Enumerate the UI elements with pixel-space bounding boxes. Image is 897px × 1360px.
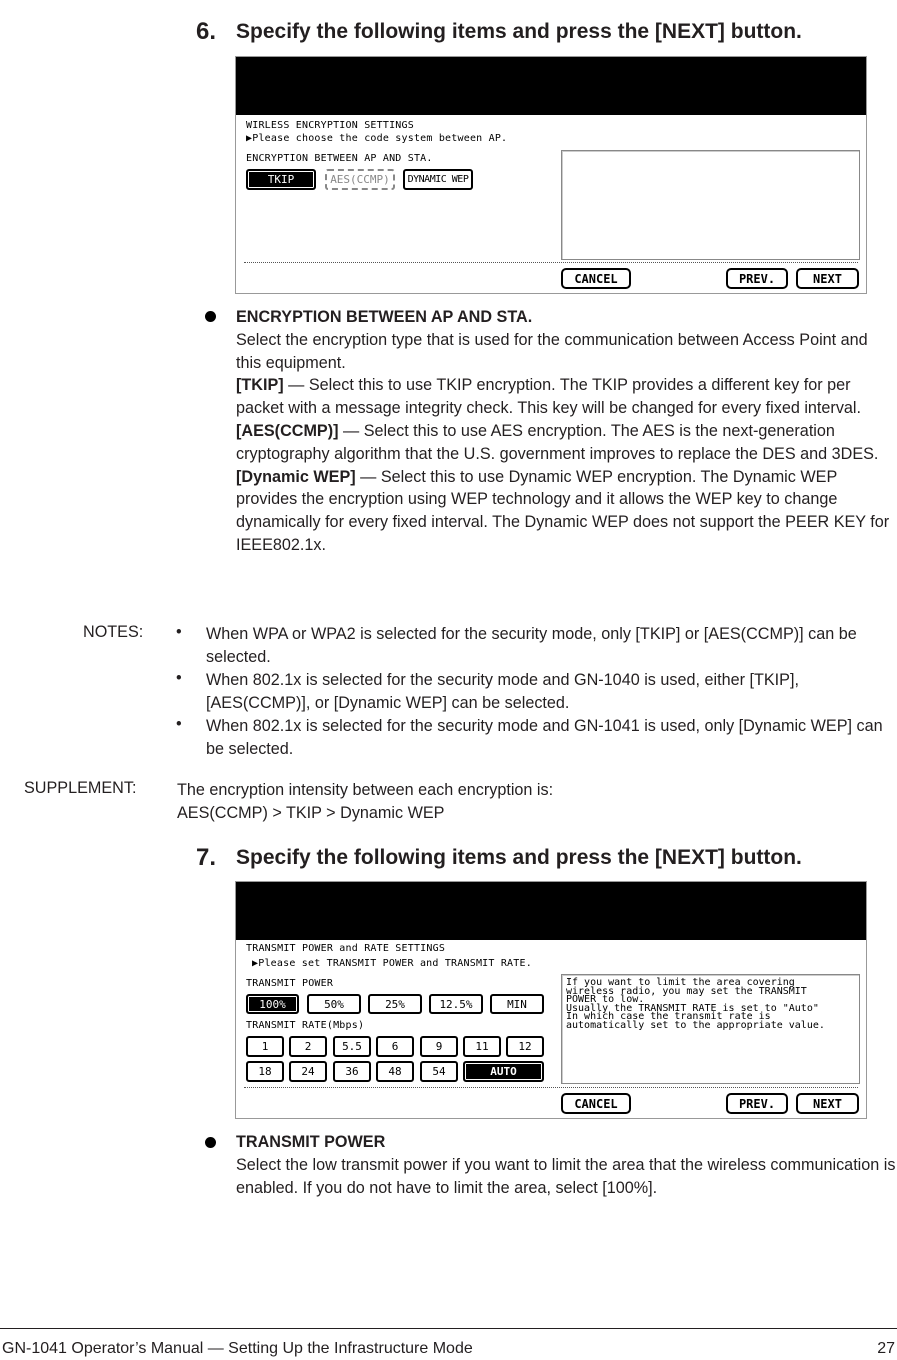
aes-description xyxy=(236,420,896,466)
bullet xyxy=(205,1137,216,1148)
screen-title: TRANSMIT POWER and RATE SETTINGS xyxy=(246,943,446,954)
wep-text: — Select this to use Dynamic WEP encryption. The Dynamic WEP provides the encryption using WEP technology and it allows the WEP key to change dynamically for every fixed interval. The Dynamic WEP does not support the PEER KEY for IEEE802.1x. xyxy=(236,467,890,554)
screen-title-bar xyxy=(236,882,866,940)
step-number: 6. xyxy=(196,18,217,45)
rate-48-button[interactable]: 48 xyxy=(376,1061,414,1082)
next-button[interactable]: NEXT xyxy=(796,1093,859,1114)
prev-button[interactable]: PREV. xyxy=(726,268,788,289)
power-25-button[interactable]: 25% xyxy=(368,994,422,1014)
supplement-line: The encryption intensity between each encryption is: xyxy=(177,781,554,799)
transmit-text: Select the low transmit power if you want to limit the area that the wireless communication is enabled. If you do not have to limit the area, select [100%]. xyxy=(236,1155,896,1197)
rate-18-button[interactable]: 18 xyxy=(246,1061,284,1082)
page-number: 27 xyxy=(877,1340,895,1357)
rate-6-button[interactable]: 6 xyxy=(376,1036,414,1057)
bullet xyxy=(205,311,216,322)
note-bullet: • xyxy=(176,669,182,687)
power-100-button[interactable]: 100% xyxy=(246,994,299,1014)
tkip-button[interactable]: TKIP xyxy=(246,169,316,190)
encryption-settings-screen xyxy=(235,56,867,294)
power-min-button[interactable]: MIN xyxy=(490,994,544,1014)
prev-button[interactable]: PREV. xyxy=(726,1093,788,1114)
next-button[interactable]: NEXT xyxy=(796,268,859,289)
wep-description xyxy=(236,466,896,557)
step-instruction: Specify the following items and press the [NEXT] button. xyxy=(236,846,802,869)
message-box xyxy=(561,974,860,1084)
rate-9-button[interactable]: 9 xyxy=(420,1036,458,1057)
message-text: If you want to limit the area covering wireless radio, you may set the TRANSMIT POWER to low. Usually the TRANSMIT RATE is set to "Auto" In which case the transmit rate is automatically set to the appropriate value. xyxy=(566,977,825,1031)
supplement-ranking: AES(CCMP) > TKIP > Dynamic WEP xyxy=(177,803,445,822)
rate-12-button[interactable]: 12 xyxy=(506,1036,544,1057)
rate-11-button[interactable]: 11 xyxy=(463,1036,501,1057)
note-bullet: • xyxy=(176,715,182,733)
message-box xyxy=(561,150,860,260)
wep-label: [Dynamic WEP] xyxy=(236,467,356,486)
transmit-settings-screen xyxy=(235,881,867,1119)
power-50-button[interactable]: 50% xyxy=(307,994,361,1014)
note-bullet: • xyxy=(176,623,182,641)
rate-5-5-button[interactable]: 5.5 xyxy=(333,1036,371,1057)
rate-2-button[interactable]: 2 xyxy=(289,1036,327,1057)
power-12-5-button[interactable]: 12.5% xyxy=(429,994,483,1014)
footer-title: GN-1041 Operator’s Manual — Setting Up the Infrastructure Mode xyxy=(2,1340,473,1357)
cancel-button[interactable]: CANCEL xyxy=(561,268,631,289)
divider xyxy=(244,1087,858,1088)
rate-label: TRANSMIT RATE(Mbps) xyxy=(246,1020,365,1031)
divider xyxy=(244,262,858,263)
screen-title-bar xyxy=(236,57,866,115)
supplement-label: SUPPLEMENT: xyxy=(24,779,137,797)
step-number: 7. xyxy=(196,844,217,871)
power-label: TRANSMIT POWER xyxy=(246,978,334,989)
rate-auto-button[interactable]: AUTO xyxy=(463,1061,544,1082)
rate-54-button[interactable]: 54 xyxy=(420,1061,458,1082)
encryption-intro: Select the encryption type that is used for the communication between Access Point and this equipment. xyxy=(236,330,868,372)
note-item: When 802.1x is selected for the security mode and GN-1040 is used, either [TKIP], [AES(CCMP)], or [Dynamic WEP] can be selected. xyxy=(206,671,799,712)
supplement-text xyxy=(177,779,553,825)
rate-36-button[interactable]: 36 xyxy=(333,1061,371,1082)
rate-24-button[interactable]: 24 xyxy=(289,1061,327,1082)
screen-prompt: ▶Please set TRANSMIT POWER and TRANSMIT RATE. xyxy=(252,958,532,969)
note-item: When 802.1x is selected for the security mode and GN-1041 is used, only [Dynamic WEP] can be selected. xyxy=(206,717,883,758)
screen-title: WIRLESS ENCRYPTION SETTINGS xyxy=(246,120,414,131)
section-label: ENCRYPTION BETWEEN AP AND STA. xyxy=(246,153,433,164)
footer-rule xyxy=(0,1328,897,1329)
notes-label: NOTES: xyxy=(83,623,144,641)
encryption-description xyxy=(236,306,896,557)
transmit-heading: TRANSMIT POWER xyxy=(236,1133,386,1151)
rate-1-button[interactable]: 1 xyxy=(246,1036,284,1057)
cancel-button[interactable]: CANCEL xyxy=(561,1093,631,1114)
dynamic-wep-button[interactable]: DYNAMIC WEP xyxy=(403,169,473,190)
aes-text: — Select this to use AES encryption. The AES is the next-generation cryptography algorithm that the U.S. government improves to replace the DES and 3DES. xyxy=(236,421,879,463)
transmit-description xyxy=(236,1131,896,1199)
tkip-description xyxy=(236,374,896,420)
tkip-label: [TKIP] xyxy=(236,376,284,395)
step-instruction: Specify the following items and press the [NEXT] button. xyxy=(236,20,802,43)
encryption-heading: ENCRYPTION BETWEEN AP AND STA. xyxy=(236,308,533,326)
aes-label: [AES(CCMP)] xyxy=(236,421,339,440)
tkip-text: — Select this to use TKIP encryption. The TKIP provides a different key for per packet with a message integrity check. This key will be changed for every fixed interval. xyxy=(236,376,862,418)
aes-ccmp-button[interactable]: AES(CCMP) xyxy=(325,169,395,190)
note-item: When WPA or WPA2 is selected for the security mode, only [TKIP] or [AES(CCMP)] can be selected. xyxy=(206,625,857,666)
screen-prompt: ▶Please choose the code system between AP. xyxy=(246,133,508,144)
